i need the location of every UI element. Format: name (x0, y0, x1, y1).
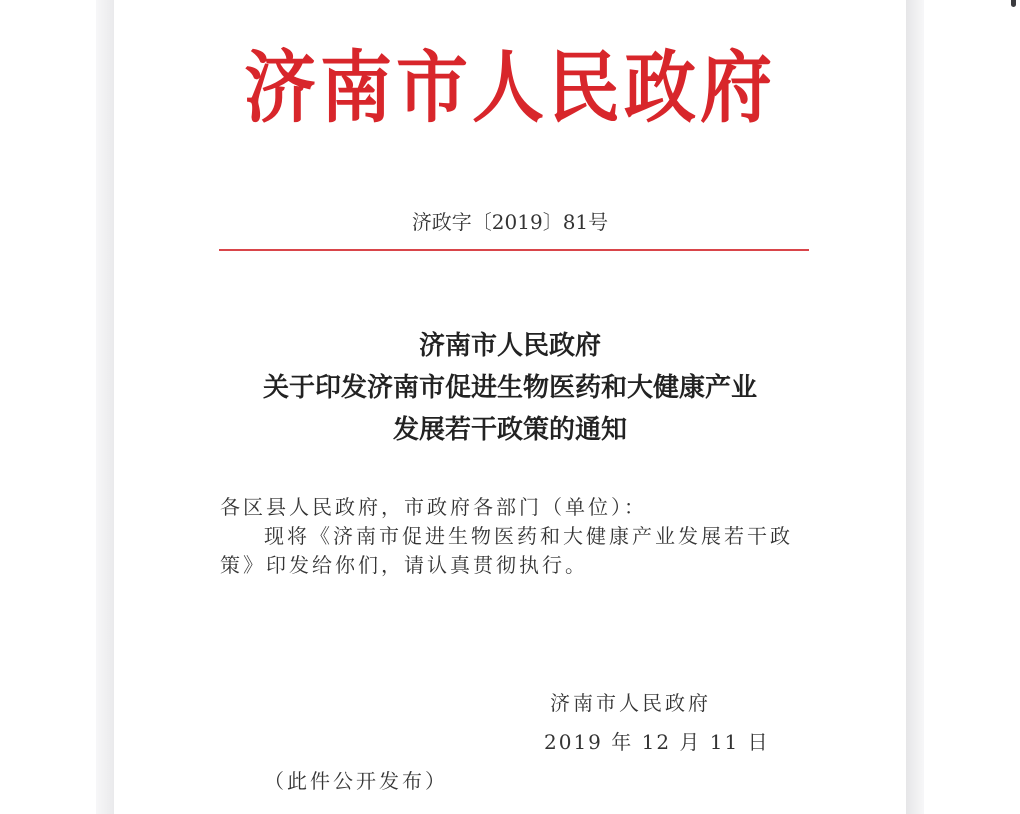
notice-title-line-3: 发展若干政策的通知 (392, 415, 627, 445)
signature-date: 2019 年 12 月 11 日 (544, 730, 770, 754)
viewer-right-gutter (906, 0, 924, 814)
publication-note: （此件公开发布） (264, 769, 448, 793)
body-paragraph: 现将《济南市促进生物医药和大健康产业发展若干政策》印发给你们，请认真贯彻执行。 (220, 524, 793, 577)
document-number: 济政字〔2019〕81号 (411, 210, 609, 234)
document-page (114, 0, 906, 814)
salutation: 各区县人民政府，市政府各部门（单位）： (220, 495, 647, 519)
notice-body (220, 493, 808, 580)
signature-organization: 济南市人民政府 (550, 691, 711, 715)
notice-title-line-2: 关于印发济南市促进生物医药和大健康产业 (262, 373, 757, 403)
notice-title (114, 325, 906, 451)
viewer-left-gutter (96, 0, 114, 814)
scrollbar-thumb[interactable] (1011, 0, 1016, 7)
notice-title-line-1: 济南市人民政府 (418, 331, 601, 361)
issuer-red-header: 济南市人民政府 (243, 41, 776, 134)
red-separator-line (219, 249, 809, 251)
